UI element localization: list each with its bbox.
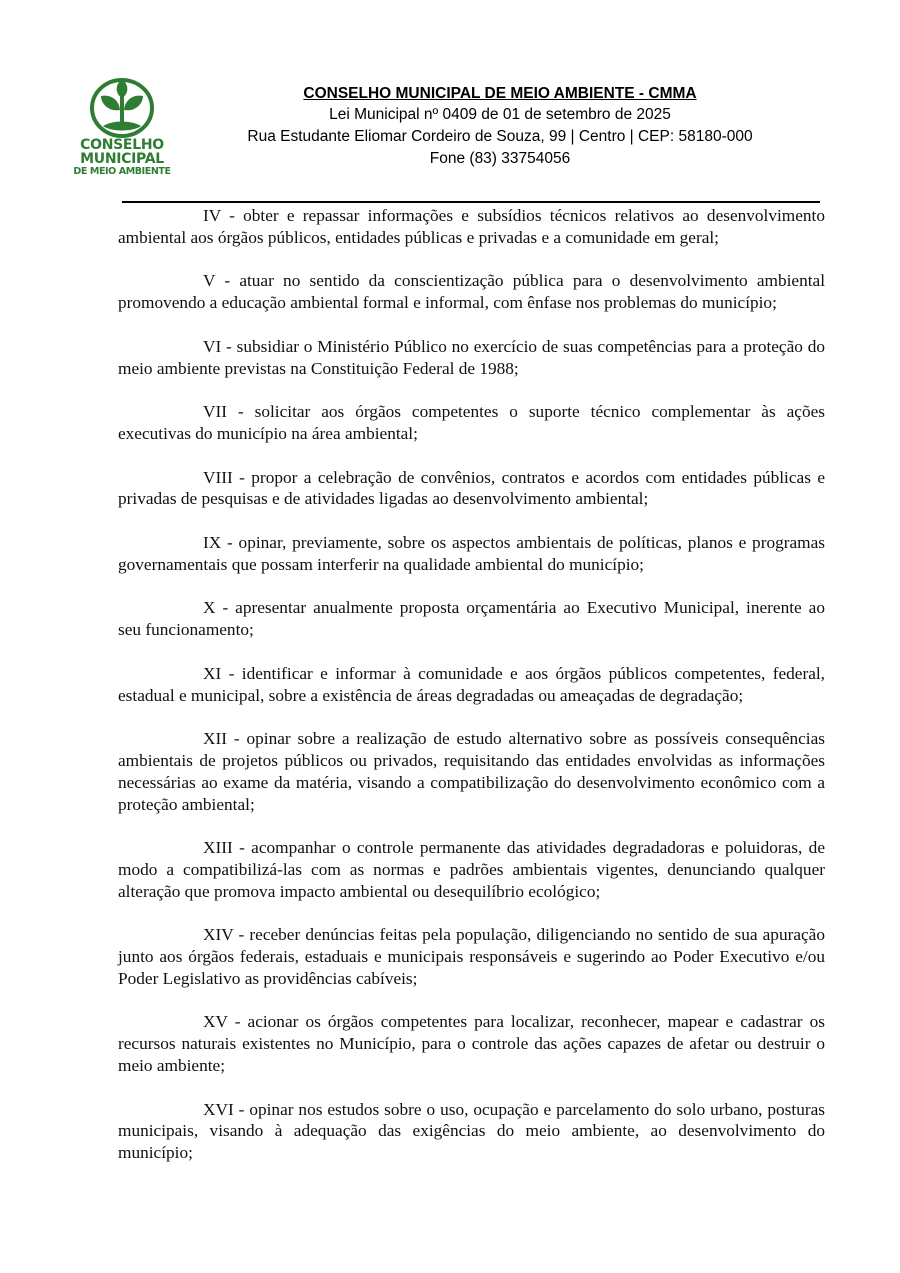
logo-text-line: DE MEIO AMBIENTE — [73, 166, 171, 177]
logo-text-line: MUNICIPAL — [80, 151, 164, 167]
address: Rua Estudante Eliomar Cordeiro de Souza, 99 | Centro | CEP: 58180-000 — [247, 128, 753, 145]
paragraph-vii: VII - solicitar aos órgãos competentes o suporte técnico complementar às ações executivas do município na área ambiental; — [118, 402, 825, 443]
paragraph-xiv: XIV - receber denúncias feitas pela população, diligenciando no sentido de sua apuração junto aos órgãos federais, estaduais e municipais responsáveis e sugerindo ao Poder Executivo e/ou Poder Legislativo as providências cabíveis; — [118, 925, 825, 988]
paragraph-xv: XV - acionar os órgãos competentes para localizar, reconhecer, mapear e cadastrar os recursos naturais existentes no Município, para o controle das ações capazes de afetar ou destruir o meio ambiente; — [118, 1012, 825, 1076]
paragraph-xi: XI - identificar e informar à comunidade e aos órgãos públicos competentes, federal, estadual e municipal, sobre a existência de áreas degradadas ou ameaçadas de degradação; — [118, 663, 825, 705]
paragraph-iv: IV - obter e repassar informações e subsídios técnicos relativos ao desenvolvimento ambiental aos órgãos públicos, entidades públicas e privadas e a comunidade em geral; — [118, 206, 825, 247]
paragraph-vi: VI - subsidiar o Ministério Público no exercício de suas competências para a proteção do meio ambiente previstas na Constituição Federal de 1988; — [118, 336, 825, 378]
paragraph-xiii: XIII - acompanhar o controle permanente das atividades degradadoras e poluidoras, de modo a compatibilizá-las com as normas e padrões ambientais vigentes, denunciando qualquer alteração que promova impacto ambiental ou desequilíbrio ecológico; — [118, 838, 825, 901]
document-body — [118, 205, 825, 1186]
paragraph-viii: VIII - propor a celebração de convênios, contratos e acordos com entidades públicas e privadas de pesquisas e de atividades ligadas ao desenvolvimento ambiental; — [118, 467, 825, 509]
phone: Fone (83) 33754056 — [429, 150, 571, 167]
header-divider — [122, 201, 820, 203]
council-title: CONSELHO MUNICIPAL DE MEIO AMBIENTE - CMMA — [303, 85, 697, 102]
paragraph-xii: XII - opinar sobre a realização de estudo alternativo sobre as possíveis consequências ambientais de projetos públicos ou privados, requisitando das entidades envolvidas as informações necessárias ao exame da matéria, visando a compatibilização do desenvolvimento econômico com a proteção ambiental; — [118, 729, 825, 814]
paragraph-ix: IX - opinar, previamente, sobre os aspectos ambientais de políticas, planos e programas governamentais que possam interferir na qualidade ambiental do município; — [118, 532, 825, 574]
cmma-logo — [68, 78, 176, 184]
plant-icon — [89, 78, 155, 138]
paragraph-xvi: XVI - opinar nos estudos sobre o uso, ocupação e parcelamento do solo urbano, posturas municipais, visando à adequação das exigências do meio ambiente, ao desenvolvimento do município; — [118, 1099, 825, 1163]
paragraph-x: X - apresentar anualmente proposta orçamentária ao Executivo Municipal, inerente ao seu funcionamento; — [118, 598, 825, 640]
letterhead — [180, 84, 820, 170]
law-reference: Lei Municipal nº 0409 de 01 de setembro de 2025 — [329, 106, 671, 123]
paragraph-v: V - atuar no sentido da conscientização pública para o desenvolvimento ambiental promovendo a educação ambiental formal e informal, com ênfase nos problemas do município; — [118, 271, 825, 313]
logo-text-line: CONSELHO — [80, 137, 164, 153]
